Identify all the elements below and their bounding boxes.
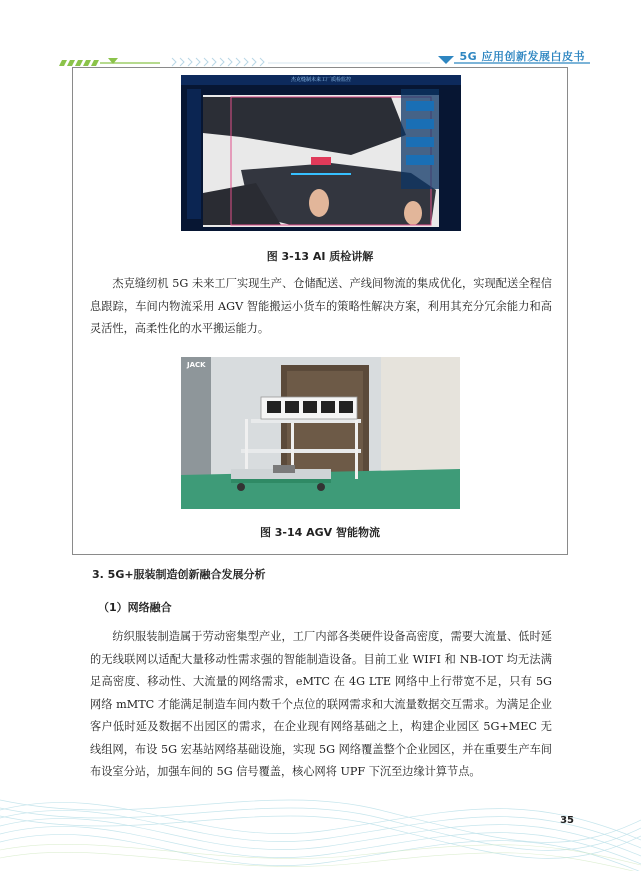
figure-caption-3-14: 图 3-14 AGV 智能物流 xyxy=(259,526,381,539)
agv-logistics-photo xyxy=(181,357,460,509)
case-paragraph xyxy=(90,273,552,341)
screen-title: 杰克缝制未来工厂质检监控 xyxy=(290,77,351,83)
subsection-title: （1）网络融合 xyxy=(98,601,172,614)
photo-brand-logo: JACK xyxy=(187,361,206,369)
body-paragraph xyxy=(90,626,552,784)
header-title: 5G 应用创新发展白皮书 xyxy=(459,50,585,63)
figure-caption-3-13: 图 3-13 AI 质检讲解 xyxy=(266,250,374,263)
body-text: 纺织服装制造属于劳动密集型产业，工厂内部各类硬件设备高密度，需要大流量、低时延的无线联网以适配大量移动性需求强的智能制造设备。目前工业 WIFI 和 NB-IOT 均无法满足高密度、移动性、大流量的网络需求，eMTC 在 4G LTE 网络中上行带宽不足，只有 5G 网络 mMTC 才能满足制造车间内数千个点位的联网需求和大流量数据交互需求。为满足企业客户低时延及数据不出园区的需求，在企业现有网络基础之上，构建企业园区 5G+MEC 无线组网，布设 5G 宏基站网络基础设施，实现 5G 网络覆盖整个企业园区，并在重要生产车间布设室分站，加强车间的 5G 信号覆盖，核心网将 UPF 下沉至边缘计算节点。 xyxy=(90,630,552,778)
footer-wave-decoration xyxy=(0,770,641,871)
case-text: 杰克缝纫机 5G 未来工厂实现生产、仓储配送、产线间物流的集成优化，实现配送全程信息跟踪，车间内物流采用 AGV 智能搬运小货车的策略性解决方案，利用其充分冗余能力和高灵活性，高柔性化的水平搬运能力。 xyxy=(90,277,552,335)
section-title: 3. 5G+服装制造创新融合发展分析 xyxy=(92,568,266,581)
ai-inspection-photo xyxy=(181,75,461,231)
page-number: 35 xyxy=(560,815,574,826)
